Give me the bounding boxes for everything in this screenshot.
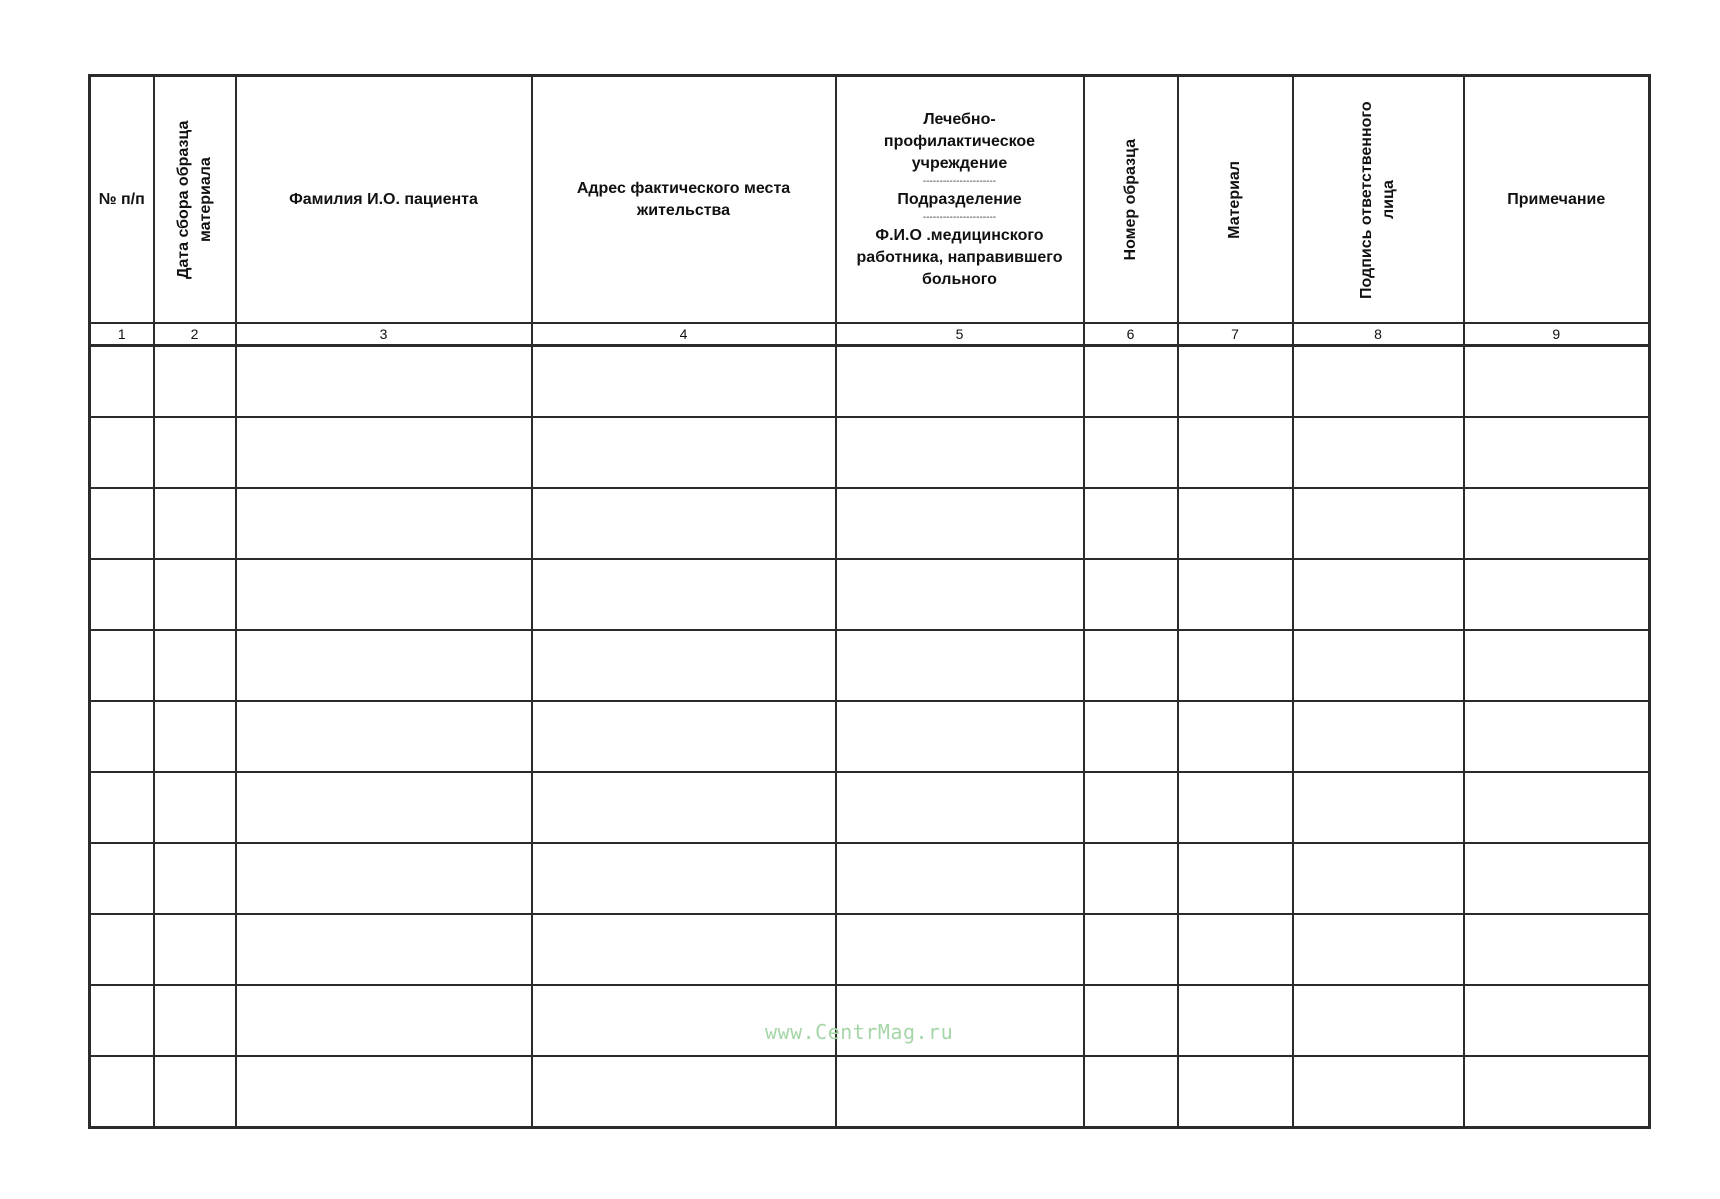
blank-cell[interactable] [154, 488, 236, 559]
blank-cell[interactable] [236, 417, 532, 488]
header-sample-number: Номер образца [1084, 76, 1178, 324]
blank-cell[interactable] [154, 772, 236, 843]
blank-cell[interactable] [1293, 1056, 1464, 1128]
blank-cell[interactable] [90, 772, 154, 843]
blank-cell[interactable] [1464, 559, 1650, 630]
blank-cell[interactable] [90, 630, 154, 701]
table-row [90, 914, 1650, 985]
table-row [90, 559, 1650, 630]
blank-cell[interactable] [236, 772, 532, 843]
blank-cell[interactable] [1084, 914, 1178, 985]
table-row [90, 488, 1650, 559]
blank-cell[interactable] [236, 488, 532, 559]
blank-cell[interactable] [1293, 843, 1464, 914]
header-note: Примечание [1464, 76, 1650, 324]
separator-line: ---------------------- [922, 175, 997, 187]
blank-cell[interactable] [1464, 772, 1650, 843]
blank-cell[interactable] [1293, 559, 1464, 630]
column-number-row [90, 323, 1650, 346]
header-collection-date: Дата сбора образца материала [154, 76, 236, 324]
blank-cell[interactable] [1293, 772, 1464, 843]
blank-cell[interactable] [1464, 488, 1650, 559]
blank-cell[interactable] [532, 914, 836, 985]
blank-cell[interactable] [1084, 1056, 1178, 1128]
table-row [90, 346, 1650, 418]
blank-cell[interactable] [1464, 914, 1650, 985]
blank-cell[interactable] [236, 630, 532, 701]
blank-cell[interactable] [532, 701, 836, 772]
blank-cell[interactable] [1464, 1056, 1650, 1128]
watermark: www.CentrMag.ru [765, 1020, 954, 1044]
blank-cell[interactable] [532, 417, 836, 488]
blank-cell[interactable] [1084, 346, 1178, 418]
blank-cell[interactable] [154, 559, 236, 630]
column-number: 1 [90, 323, 154, 346]
header-address: Адрес фактического места жительства [532, 76, 836, 324]
column-number: 9 [1464, 323, 1650, 346]
blank-cell[interactable] [1084, 417, 1178, 488]
blank-cell[interactable] [1178, 914, 1293, 985]
blank-cell[interactable] [90, 914, 154, 985]
blank-cell[interactable] [1084, 772, 1178, 843]
blank-cell[interactable] [532, 843, 836, 914]
blank-cell[interactable] [1293, 701, 1464, 772]
journal-table [88, 74, 1651, 1129]
data-rows [90, 346, 1650, 1128]
blank-cell[interactable] [1293, 630, 1464, 701]
column-number: 4 [532, 323, 836, 346]
blank-cell[interactable] [532, 772, 836, 843]
blank-cell[interactable] [154, 346, 236, 418]
header-patient-name: Фамилия И.О. пациента [236, 76, 532, 324]
blank-cell[interactable] [1293, 417, 1464, 488]
blank-cell[interactable] [1178, 559, 1293, 630]
blank-cell[interactable] [154, 701, 236, 772]
blank-cell[interactable] [1293, 985, 1464, 1056]
blank-cell[interactable] [1178, 1056, 1293, 1128]
blank-cell[interactable] [836, 1056, 1084, 1128]
blank-cell[interactable] [532, 488, 836, 559]
blank-cell[interactable] [154, 1056, 236, 1128]
blank-cell[interactable] [1084, 701, 1178, 772]
column-number: 6 [1084, 323, 1178, 346]
blank-cell[interactable] [90, 559, 154, 630]
blank-cell[interactable] [1178, 417, 1293, 488]
blank-cell[interactable] [154, 914, 236, 985]
institution-label: Лечебно-профилактическое учреждение [883, 110, 1036, 172]
worker-label: Ф.И.О .медицинского работника, направившего больного [856, 226, 1063, 288]
blank-cell[interactable] [154, 417, 236, 488]
blank-cell[interactable] [1464, 843, 1650, 914]
blank-cell[interactable] [90, 843, 154, 914]
blank-cell[interactable] [1293, 488, 1464, 559]
blank-cell[interactable] [1464, 985, 1650, 1056]
table-row [90, 417, 1650, 488]
blank-cell[interactable] [836, 488, 1084, 559]
blank-cell[interactable] [836, 701, 1084, 772]
column-number: 8 [1293, 323, 1464, 346]
blank-cell[interactable] [90, 346, 154, 418]
blank-cell[interactable] [90, 1056, 154, 1128]
blank-cell[interactable] [1464, 346, 1650, 418]
blank-cell[interactable] [836, 772, 1084, 843]
blank-cell[interactable] [236, 701, 532, 772]
blank-cell[interactable] [532, 1056, 836, 1128]
blank-cell[interactable] [236, 346, 532, 418]
header-number: № п/п [90, 76, 154, 324]
blank-cell[interactable] [1464, 417, 1650, 488]
blank-cell[interactable] [1084, 630, 1178, 701]
table-row [90, 772, 1650, 843]
blank-cell[interactable] [90, 417, 154, 488]
blank-cell[interactable] [1464, 701, 1650, 772]
blank-cell[interactable] [236, 985, 532, 1056]
blank-cell[interactable] [90, 701, 154, 772]
blank-cell[interactable] [836, 346, 1084, 418]
header-material: Материал [1178, 76, 1293, 324]
table-row [90, 701, 1650, 772]
blank-cell[interactable] [236, 914, 532, 985]
blank-cell[interactable] [1178, 346, 1293, 418]
blank-cell[interactable] [836, 914, 1084, 985]
blank-cell[interactable] [1084, 559, 1178, 630]
blank-cell[interactable] [1178, 772, 1293, 843]
column-number: 7 [1178, 323, 1293, 346]
blank-cell[interactable] [532, 559, 836, 630]
blank-cell[interactable] [836, 630, 1084, 701]
blank-cell[interactable] [1178, 701, 1293, 772]
blank-cell[interactable] [236, 559, 532, 630]
blank-cell[interactable] [1084, 843, 1178, 914]
blank-cell[interactable] [90, 488, 154, 559]
column-number: 5 [836, 323, 1084, 346]
column-number: 3 [236, 323, 532, 346]
blank-cell[interactable] [1084, 488, 1178, 559]
blank-cell[interactable] [1178, 985, 1293, 1056]
header-row [90, 76, 1650, 324]
header-institution [836, 76, 1084, 324]
blank-cell[interactable] [1084, 985, 1178, 1056]
column-number: 2 [154, 323, 236, 346]
blank-cell[interactable] [836, 417, 1084, 488]
blank-cell[interactable] [532, 630, 836, 701]
blank-cell[interactable] [836, 843, 1084, 914]
blank-cell[interactable] [836, 559, 1084, 630]
blank-cell[interactable] [532, 346, 836, 418]
table-row [90, 1056, 1650, 1128]
header-signature: Подпись ответственного лица [1293, 76, 1464, 324]
blank-cell[interactable] [1293, 914, 1464, 985]
blank-cell[interactable] [1178, 630, 1293, 701]
table-row [90, 843, 1650, 914]
blank-cell[interactable] [154, 843, 236, 914]
blank-cell[interactable] [1178, 843, 1293, 914]
blank-cell[interactable] [236, 843, 532, 914]
blank-cell[interactable] [90, 985, 154, 1056]
blank-cell[interactable] [154, 985, 236, 1056]
blank-cell[interactable] [154, 630, 236, 701]
separator-line: ---------------------- [922, 211, 997, 223]
blank-cell[interactable] [1464, 630, 1650, 701]
blank-cell[interactable] [1293, 346, 1464, 418]
table-row [90, 630, 1650, 701]
blank-cell[interactable] [236, 1056, 532, 1128]
blank-cell[interactable] [1178, 488, 1293, 559]
journal-sheet [88, 74, 1648, 1132]
division-label: Подразделение [897, 190, 1022, 208]
